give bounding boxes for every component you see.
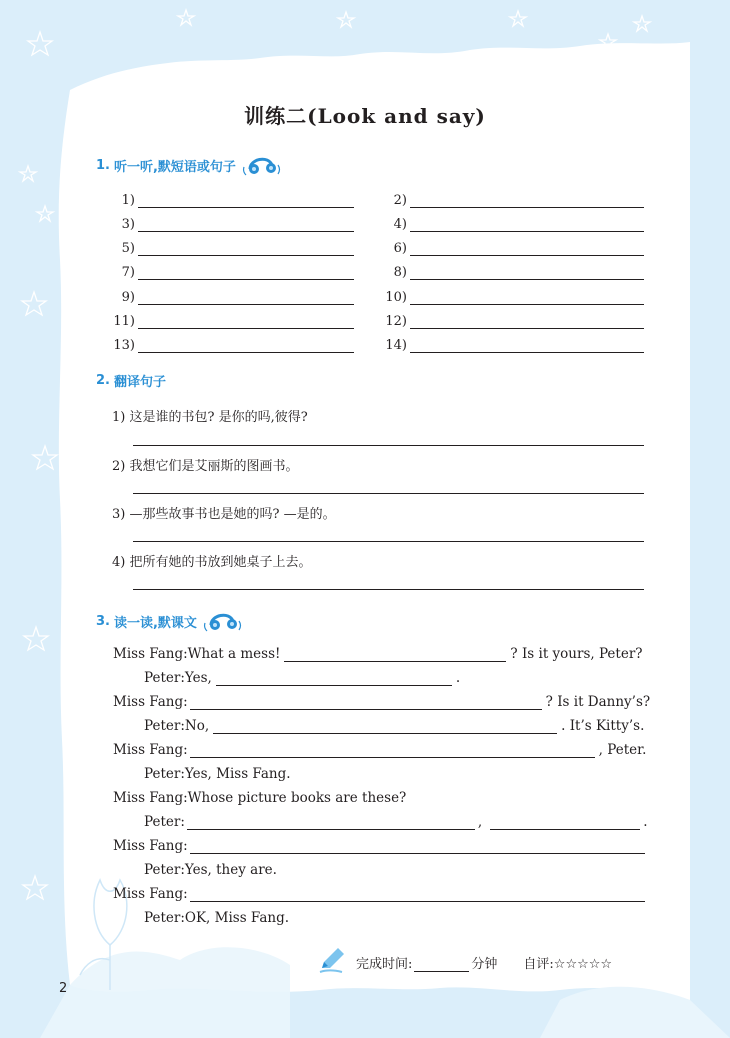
dialogue-line-1: Miss Fang: What a mess! ? Is it yours, Peter? — [113, 646, 643, 662]
section-1-title: 听一听,默短语或句子 — [113, 159, 236, 175]
listening-item-5: 5) — [113, 236, 354, 256]
answer-line[interactable] — [410, 338, 644, 353]
dialogue-line-9 — [113, 838, 645, 854]
dialogue-line-3: Miss Fang: ? Is it Danny’s? — [113, 694, 651, 710]
dialogue-blank[interactable] — [190, 743, 595, 758]
answer-line[interactable] — [410, 265, 644, 280]
listening-item-4: 4) — [385, 212, 644, 232]
listening-item-12: 12) — [385, 309, 644, 329]
answer-line[interactable] — [410, 193, 644, 208]
dialogue-line-12: Peter: OK, Miss Fang. — [144, 910, 290, 926]
translation-question-3: 3) —那些故事书也是她的吗? —是的。 — [112, 507, 336, 522]
answer-line[interactable] — [138, 265, 354, 280]
answer-line[interactable] — [138, 314, 354, 329]
dialogue-line-7: Miss Fang: Whose picture books are these? — [113, 790, 407, 806]
listening-item-1: 1) — [113, 188, 354, 208]
dialogue-blank[interactable] — [187, 815, 475, 830]
time-blank[interactable] — [414, 957, 469, 972]
speaker: Miss Fang: — [113, 646, 188, 662]
answer-line[interactable] — [410, 290, 644, 305]
speaker: Peter: — [144, 670, 185, 686]
listening-item-14: 14) — [385, 333, 644, 353]
dialogue-line-10: Peter: Yes, they are. — [144, 862, 277, 878]
section-2-heading — [96, 371, 166, 390]
answer-line[interactable] — [138, 338, 354, 353]
dialogue-blank[interactable] — [190, 695, 542, 710]
dialogue-blank[interactable] — [190, 887, 645, 902]
completion-footer — [356, 953, 612, 972]
dialogue-line-6: Peter: Yes, Miss Fang. — [144, 766, 291, 782]
pencil-icon — [318, 946, 346, 974]
translation-question-2: 2) 我想它们是艾丽斯的图画书。 — [112, 459, 299, 474]
dialogue-line-11 — [113, 886, 645, 902]
speaker: Peter: — [144, 814, 185, 830]
speaker: Miss Fang: — [113, 886, 188, 902]
section-3-title: 读一读,默课文 — [113, 615, 197, 631]
self-eval-label: 自评: — [523, 957, 554, 972]
dialogue-blank[interactable] — [284, 647, 506, 662]
listening-item-13: 13) — [113, 333, 354, 353]
listening-item-6: 6) — [385, 236, 644, 256]
translation-answer-line-1[interactable] — [133, 445, 644, 446]
speaker: Peter: — [144, 718, 185, 734]
translation-answer-line-3[interactable] — [133, 541, 644, 542]
dialogue-blank[interactable] — [216, 671, 452, 686]
self-eval-stars[interactable]: ☆☆☆☆☆ — [553, 957, 613, 972]
answer-line[interactable] — [138, 193, 354, 208]
listening-item-8: 8) — [385, 260, 644, 280]
listening-item-3: 3) — [113, 212, 354, 232]
section-1-number: 1. — [96, 157, 110, 173]
headphone-icon — [242, 153, 282, 177]
speaker: Miss Fang: — [113, 694, 188, 710]
section-1-heading — [96, 153, 282, 177]
listening-item-9: 9) — [113, 285, 354, 305]
answer-line[interactable] — [410, 217, 644, 232]
headphone-icon — [203, 609, 243, 633]
answer-line[interactable] — [410, 314, 644, 329]
time-label: 完成时间: — [356, 957, 413, 972]
section-3-number: 3. — [96, 613, 110, 629]
answer-line[interactable] — [138, 290, 354, 305]
speaker: Miss Fang: — [113, 838, 188, 854]
answer-line[interactable] — [410, 241, 644, 256]
section-2-title: 翻译句子 — [113, 375, 166, 390]
page-title: 训练二(Look and say) — [244, 104, 486, 128]
listening-item-7: 7) — [113, 260, 354, 280]
translation-question-1: 1) 这是谁的书包? 是你的吗,彼得? — [112, 410, 308, 425]
dialogue-blank[interactable] — [490, 815, 640, 830]
page-number: 2 — [59, 981, 68, 996]
dialogue-line-4: Peter: No, . It’s Kitty’s. — [144, 718, 645, 734]
translation-question-4: 4) 把所有她的书放到她桌子上去。 — [112, 555, 312, 570]
speaker: Peter: — [144, 766, 185, 782]
minutes-label: 分钟 — [471, 957, 498, 972]
dialogue-line-5: Miss Fang: , Peter. — [113, 742, 647, 758]
listening-item-2: 2) — [385, 188, 644, 208]
speaker: Peter: — [144, 862, 185, 878]
dialogue-blank[interactable] — [213, 719, 557, 734]
translation-answer-line-2[interactable] — [133, 493, 644, 494]
section-3-heading — [96, 609, 243, 633]
dialogue-line-2: Peter: Yes, . — [144, 670, 461, 686]
section-2-number: 2. — [96, 373, 110, 388]
listening-item-11: 11) — [113, 309, 354, 329]
speaker: Peter: — [144, 910, 185, 926]
dialogue-line-8: Peter: , . — [144, 814, 648, 830]
listening-item-10: 10) — [385, 285, 644, 305]
answer-line[interactable] — [138, 217, 354, 232]
speaker: Miss Fang: — [113, 742, 188, 758]
speaker: Miss Fang: — [113, 790, 188, 806]
answer-line[interactable] — [138, 241, 354, 256]
dialogue-blank[interactable] — [190, 839, 645, 854]
translation-answer-line-4[interactable] — [133, 589, 644, 590]
